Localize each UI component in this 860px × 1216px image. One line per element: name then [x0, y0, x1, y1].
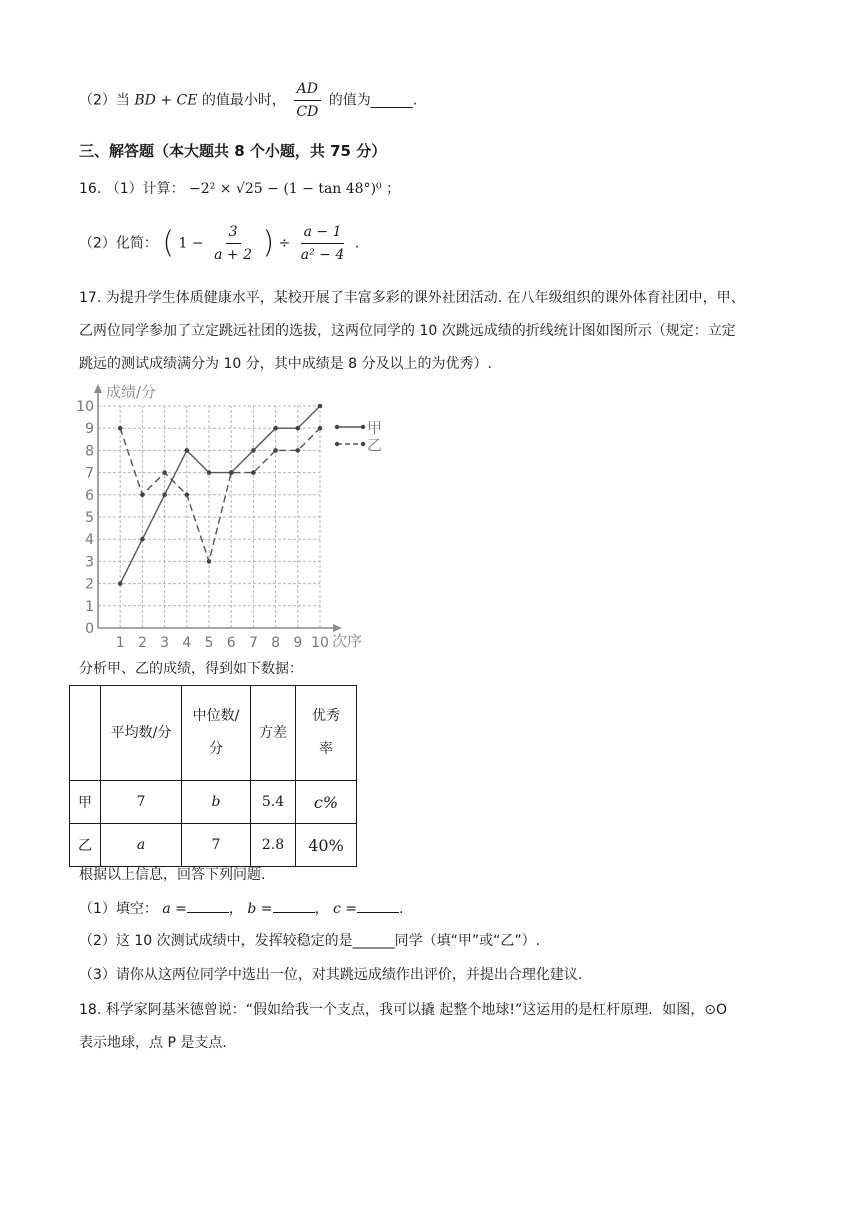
x-tick-label: 7 [248, 635, 258, 651]
q17-sub1: （1）填空： a = ， b = ， c = . [79, 898, 403, 919]
data-point [162, 470, 167, 475]
data-point [251, 448, 256, 453]
q17-intro-line-3: 跳远的测试成绩满分为 10 分，其中成绩是 8 分及以上的为优秀）. [79, 356, 492, 372]
table-cell: 7 [101, 781, 182, 824]
data-point [185, 448, 190, 453]
fill-a-blank[interactable] [187, 898, 229, 913]
q17-sub3: （3）请你从这两位同学中选出一位，对其跳远成绩作出评价，并提出合理化建议. [79, 967, 583, 983]
data-point [207, 470, 212, 475]
q16-part1-suffix: ； [386, 181, 401, 197]
q16-part1 [79, 179, 400, 199]
table-cell: b [182, 781, 251, 824]
fraction-denominator: a + 2 [214, 247, 252, 263]
legend-label: 乙 [367, 436, 383, 454]
table-cell: 7 [182, 824, 251, 867]
score-line-chart [78, 378, 408, 650]
y-tick-label: 8 [85, 443, 94, 460]
data-point [296, 448, 301, 453]
x-tick-label: 9 [293, 635, 303, 651]
sub1-prefix: （1）填空： [79, 901, 158, 917]
stats-table [69, 685, 357, 867]
q16-part2-prefix: （2）化简： [79, 235, 158, 252]
q16-fraction-2 [298, 222, 348, 265]
y-tick-label: 9 [85, 421, 94, 438]
q17-intro-line-1: 17. 为提升学生体质健康水平，某校开展了丰富多彩的课外社团活动. 在八年级组织的课外体育社团中，甲、 [79, 290, 745, 306]
table-cell: c% [296, 781, 357, 824]
data-point [118, 426, 123, 431]
fraction-numerator: 3 [226, 222, 241, 244]
y-tick-label: 5 [85, 510, 94, 526]
y-tick-label: 10 [76, 399, 94, 415]
x-tick-label: 4 [182, 635, 192, 651]
table-header-cell: 中位数/分 [182, 686, 251, 781]
fill-b-blank[interactable] [273, 898, 315, 913]
y-tick-label: 2 [85, 576, 94, 593]
q16-end: . [354, 235, 360, 252]
x-tick-label: 2 [137, 635, 147, 651]
y-tick-label: 7 [85, 465, 94, 482]
q18-line-1: 18. 科学家阿基米德曾说：“假如给我一个支点，我可以撬 起整个地球!”这运用的是杠杆原理．如图，⊙O [79, 1002, 728, 1018]
fill-c-blank[interactable] [357, 898, 399, 913]
data-point [318, 426, 323, 431]
x-tick-label: 8 [271, 635, 281, 651]
answer-intro: 根据以上信息，回答下列问题. [79, 867, 266, 883]
q16-fraction-1 [211, 222, 255, 265]
data-point [140, 493, 145, 498]
data-point [162, 493, 167, 498]
x-tick-label: 6 [226, 635, 236, 651]
fraction-denominator: a² − 4 [300, 247, 345, 263]
y-tick-label: 3 [85, 554, 94, 571]
data-point [118, 581, 123, 586]
data-point [185, 493, 190, 498]
fraction-numerator: a − 1 [301, 222, 345, 244]
legend-marker [335, 442, 339, 446]
legend-marker [361, 442, 365, 446]
y-axis-label: 成绩/分 [106, 383, 157, 401]
q16-part1-expression: −2² × √25 − (1 − tan 48°)⁰ [189, 181, 382, 197]
table-cell: 乙 [70, 824, 101, 867]
data-point [140, 537, 145, 542]
table-header-cell [70, 686, 101, 781]
data-point [207, 559, 212, 564]
data-point [273, 426, 278, 431]
legend-marker [335, 425, 339, 429]
data-point [229, 470, 234, 475]
x-axis-arrow [333, 624, 342, 632]
fill-b-label: b = [247, 901, 273, 917]
table-cell: 5.4 [251, 781, 296, 824]
legend-label: 甲 [367, 419, 383, 437]
data-point [318, 404, 323, 409]
q16-part1-prefix: 16. （1）计算： [79, 181, 185, 197]
table-header-cell: 优秀率 [296, 686, 357, 781]
table-header-row [70, 686, 357, 781]
y-tick-label: 4 [85, 532, 94, 549]
fill-a-label: a = [162, 901, 187, 917]
q16-part2: （2）化简： ( 1 − $\frac{3}{a + 2}$ ) ÷ $\frac{a - 1}{\text{a² − 4}}$ . [79, 224, 360, 263]
table-header-cell: 方差 [251, 686, 296, 781]
q15-middle: 的值最小时， [201, 92, 286, 109]
data-point [251, 470, 256, 475]
y-tick-label: 6 [85, 487, 94, 504]
table-row [70, 824, 357, 867]
data-point [273, 448, 278, 453]
q15-part2 [79, 79, 417, 122]
q15-suffix: 的值为______. [328, 92, 418, 109]
legend-marker [361, 425, 365, 429]
q15-prefix: （2）当 [79, 92, 130, 109]
y-axis-arrow [94, 384, 102, 393]
table-header-cell: 平均数/分 [101, 686, 182, 781]
table-cell: 2.8 [251, 824, 296, 867]
q17-intro-line-2: 乙两位同学参加了立定跳远社团的选拔，这两位同学的 10 次跳远成绩的折线统计图如图所示（规定：立定 [79, 323, 736, 339]
q15-expression: BD + CE [134, 92, 198, 109]
table-row [70, 781, 357, 824]
table-cell: 甲 [70, 781, 101, 824]
q18-line-2: 表示地球，点 P 是支点. [79, 1035, 227, 1051]
fraction-denominator: CD [296, 104, 319, 120]
x-tick-label: 3 [160, 635, 170, 651]
x-axis-label: 次序 [332, 632, 363, 650]
q16-part2-one: 1 − [178, 235, 204, 252]
data-point [296, 426, 301, 431]
y-tick-label: 0 [85, 621, 94, 637]
x-tick-label: 1 [115, 635, 125, 651]
x-tick-label: 10 [311, 635, 329, 651]
fill-c-label: c = [332, 901, 357, 917]
table-cell: a [101, 824, 182, 867]
q16-divide-sign: ÷ [278, 235, 291, 252]
fraction-numerator: AD [294, 79, 321, 101]
q15-fraction [293, 79, 321, 122]
analysis-intro: 分析甲、乙的成绩，得到如下数据： [79, 661, 303, 677]
y-tick-label: 1 [85, 598, 94, 615]
table-cell: 40% [296, 824, 357, 867]
section-title: 三、解答题（本大题共 8 个小题，共 75 分） [79, 142, 387, 160]
x-tick-label: 5 [204, 635, 214, 651]
q17-sub2: （2）这 10 次测试成绩中，发挥较稳定的是______同学（填“甲”或“乙”）. [79, 933, 541, 949]
